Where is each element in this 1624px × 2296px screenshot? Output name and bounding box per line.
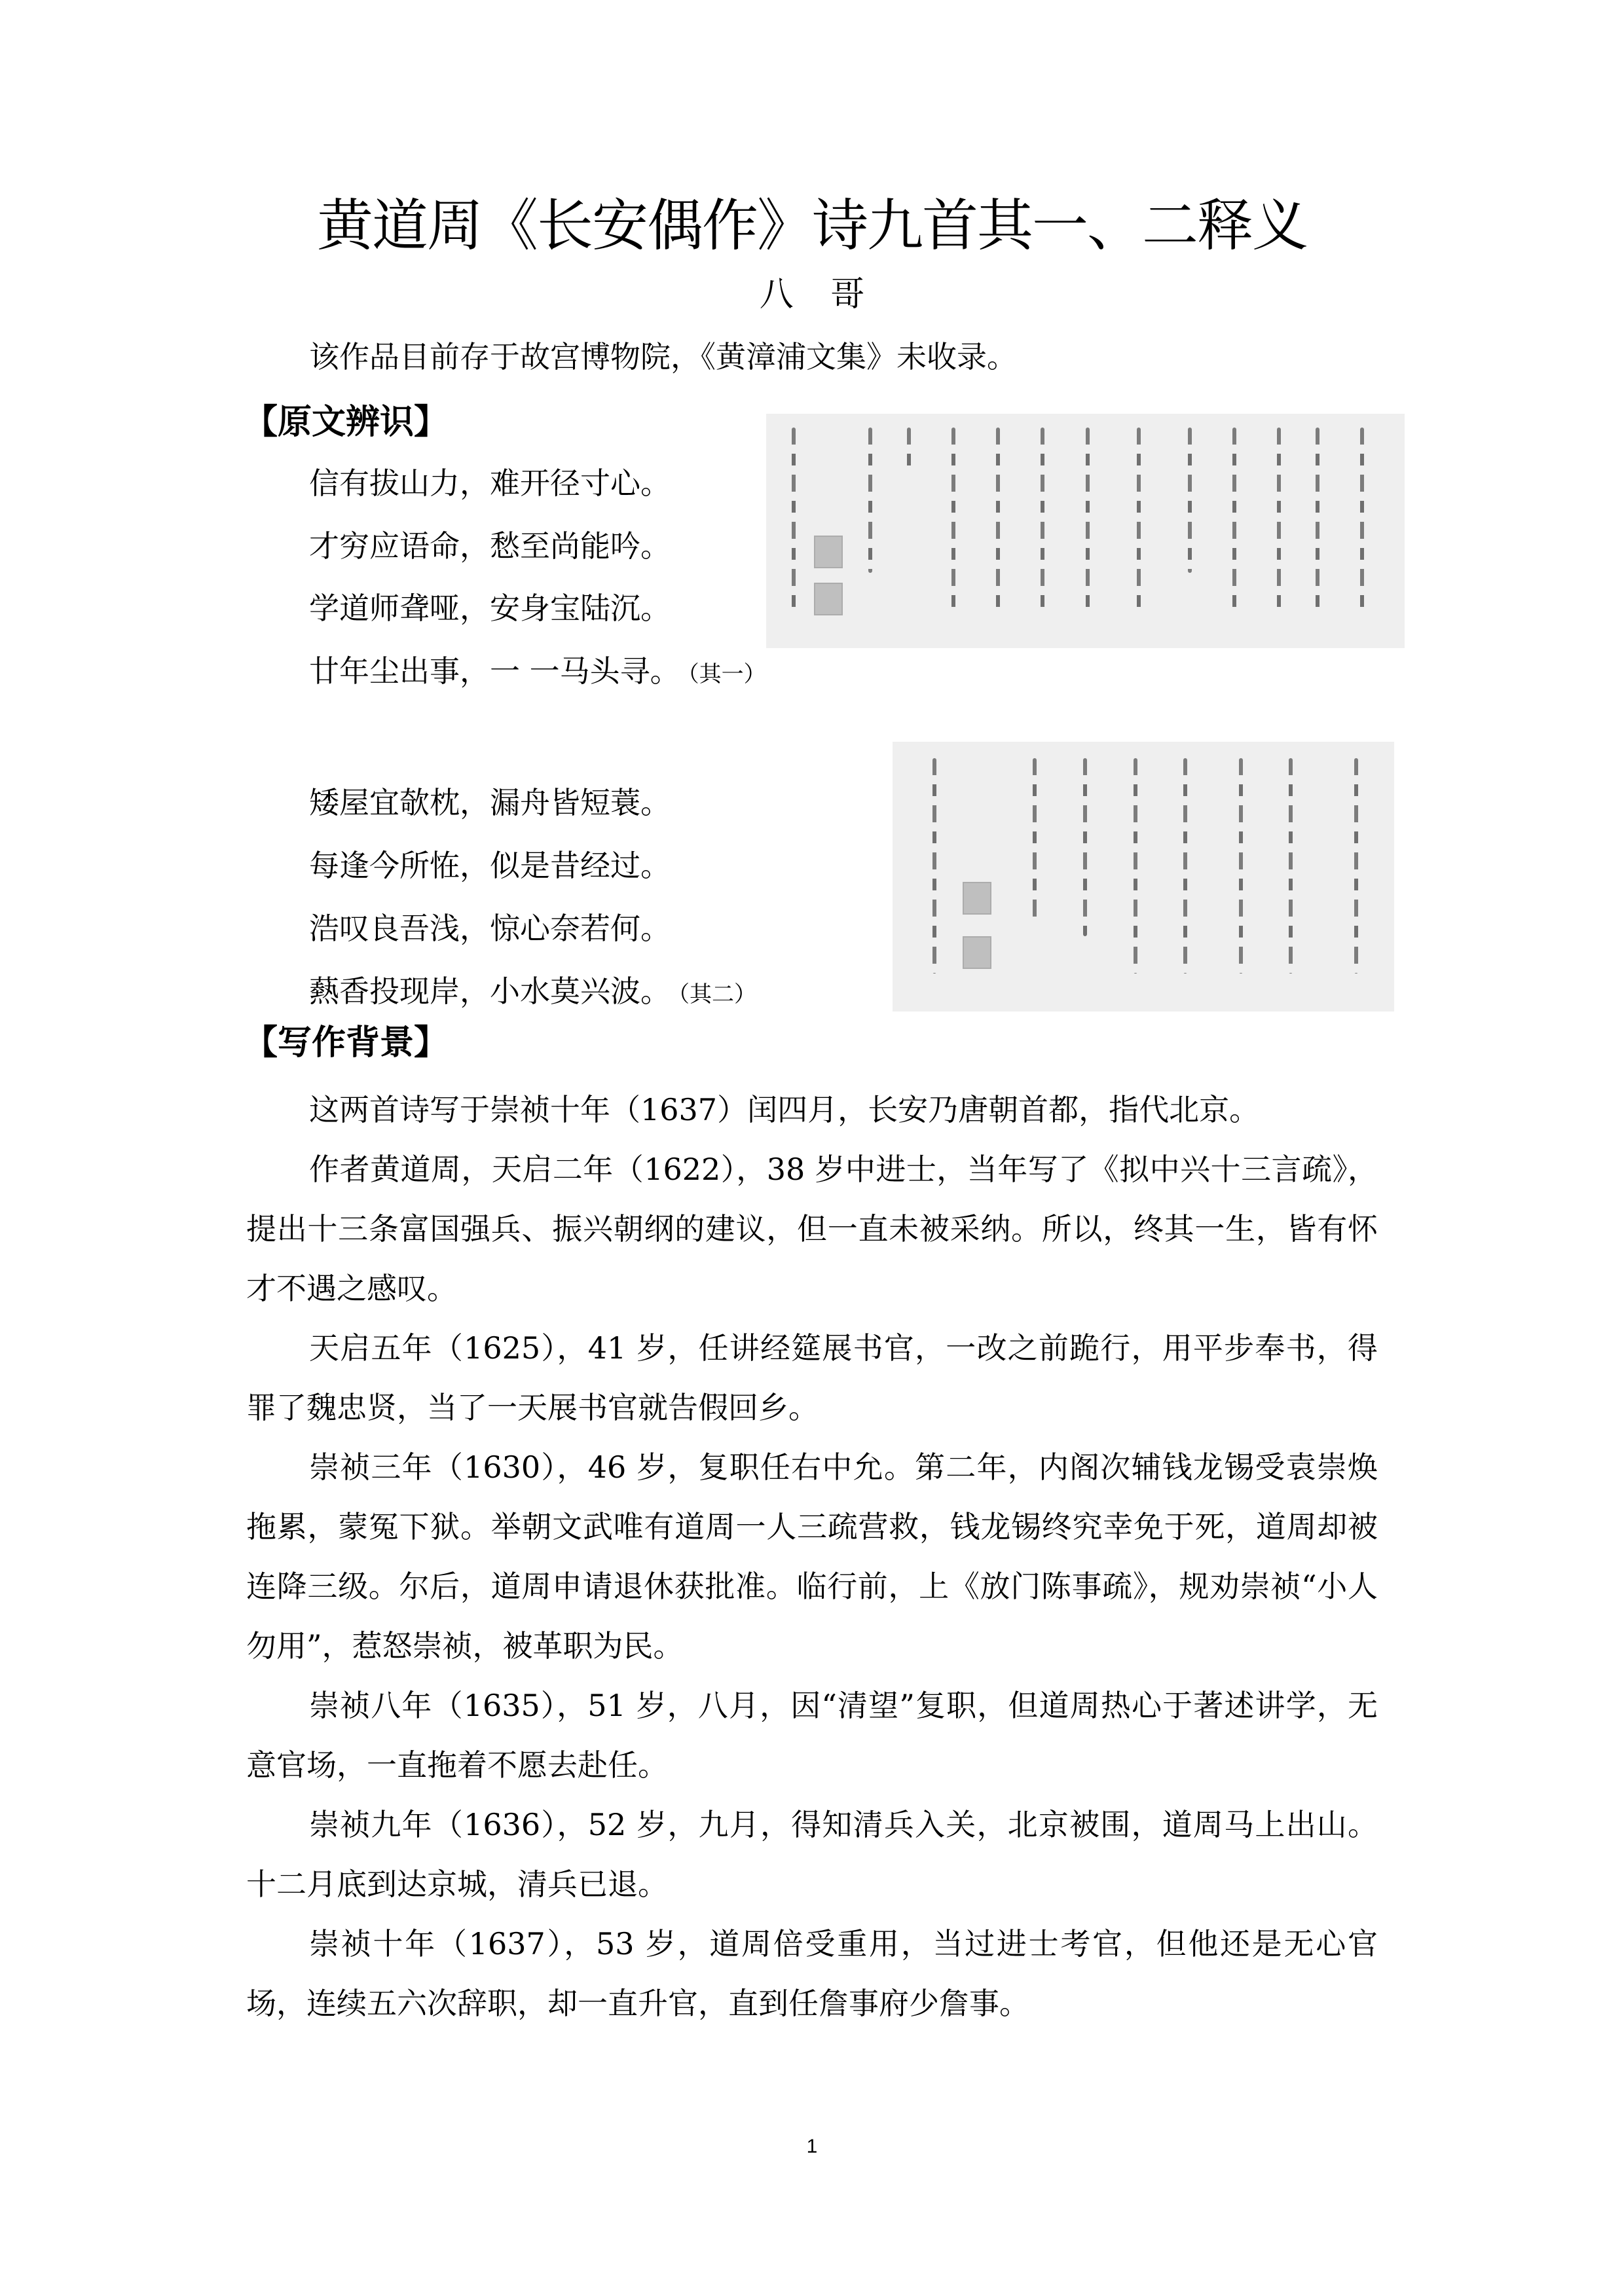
calligraphy-image-poem-1 [766,414,1405,648]
background-paragraph: 崇祯三年（1630），46 岁，复职任右中允。第二年，内阁次辅钱龙锡受袁崇焕拖累，蒙冤下狱。举朝文武唯有道周一人三疏营救，钱龙锡终究幸免于死，道周却被连降三级。尔后，道周申请退休获批准。临行前，上《放门陈事疏》，规劝崇祯“小人勿用”，惹怒崇祯，被革职为民。 [246,1449,1378,1664]
background-body [246,1080,1378,2033]
document-title: 黄道周《长安偶作》诗九首其一、二释义 [317,193,1307,259]
background-paragraph: 崇祯八年（1635），51 岁，八月，因“清望”复职，但道周热心于著述讲学，无意官场，一直拖着不愿去赴任。 [246,1688,1378,1783]
poem2-note: （其二） [678,981,756,1008]
poem2-line-4-text: 爇香投现岸，小水莫兴波。 [309,974,671,1009]
poem2-line-2: 每逢今所恠，似是昔经过。 [309,848,671,883]
poem2-line-3: 浩叹良吾浅，惊心奈若何。 [309,911,671,946]
section-heading-original-text: 【原文辨识】 [244,403,449,442]
calligraphy-image-poem-2 [893,742,1394,1011]
page-number: 1 [806,2136,818,2157]
poem1-line-3: 学道师聋哑，安身宝陆沉。 [309,591,671,626]
poem1-note: （其一） [688,661,766,687]
author-name: 八 哥 [759,275,865,314]
background-paragraph: 天启五年（1625），41 岁，任讲经筵展书官，一改之前跪行，用平步奉书，得罪了魏忠贤，当了一天展书官就告假回乡。 [246,1330,1378,1425]
poem1-line-2: 才穷应语命，愁至尚能吟。 [309,528,671,564]
poem2-line-1: 矮屋宜欹枕，漏舟皆短蓑。 [309,785,671,820]
section-heading-background: 【写作背景】 [244,1023,449,1063]
intro-text: 该作品目前存于故宫博物院，《黄漳浦文集》未收录。 [309,339,1017,374]
background-paragraph: 这两首诗写于崇祯十年（1637）闰四月，长安乃唐朝首都，指代北京。 [309,1092,1260,1127]
background-paragraph: 崇祯十年（1637），53 岁，道周倍受重用，当过进士考官，但他还是无心官场，连续五六次辞职，却一直升官，直到任詹事府少詹事。 [246,1926,1378,2021]
poem1-line-4-text: 廿年尘出事，一 一马头寻。 [309,653,680,689]
poem1-line-4 [309,651,766,694]
poem2-line-4 [309,972,756,1014]
background-paragraph: 作者黄道周，天启二年（1622），38 岁中进士，当年写了《拟中兴十三言疏》，提出十三条富国强兵、振兴朝纲的建议，但一直未被采纳。所以，终其一生，皆有怀才不遇之感叹。 [246,1152,1378,1306]
background-paragraph: 崇祯九年（1636），52 岁，九月，得知清兵入关，北京被围，道周马上出山。十二月底到达京城，清兵已退。 [246,1807,1378,1902]
poem1-line-1: 信有拔山力，难开径寸心。 [309,465,671,501]
